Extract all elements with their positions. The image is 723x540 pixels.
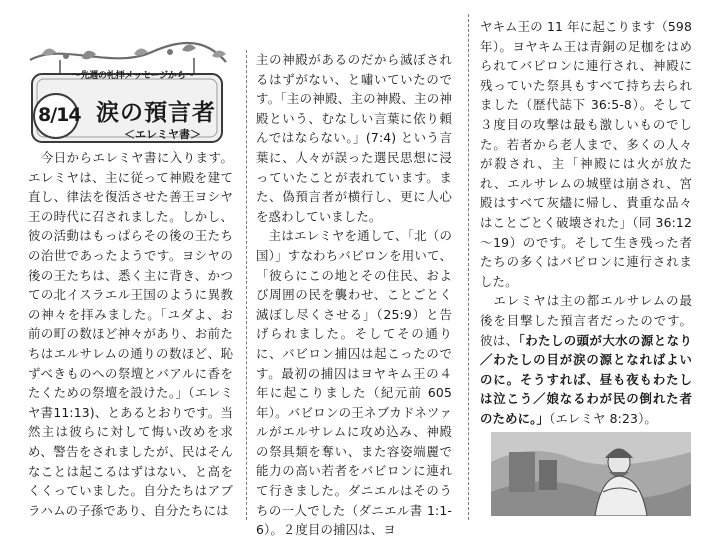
column-divider: [468, 14, 469, 520]
column-3-text: ヤキム王の 11 年に起こります（598 年）。ヨヤキム王は青銅の足枷をはめられてバビロンに連行され、神殿に残っていた祭具もすべて持ち去られました（歴代誌下 36:5-8）。そして３度目の攻撃は最も激しいものでした。若者から老人まで、多くの人々が殺され、主「神殿には火が放たれ、エルサレムの城壁は崩され、宮殿はすべて灰燼に帰し、貴重な品々はことごとく破壊された」（同 36:12～19）のです。そして生き残った者たちの多くはバビロンに連行されました。 エレミヤは主の都エルサレムの最後を目撃した預言者だったのです。彼は、: [480, 19, 692, 348]
heading-subtitle: 〜先週の礼拝メッセージから〜: [71, 71, 195, 81]
text-column-1: 今日からエレミヤ書に入ります。エレミヤは、主に従って神殿を建て直し、律法を復活させた善王ヨシヤ王の時代に召されました。しかし、彼の活動はもっぱらその後の王たちの治世であったようです。ヨシヤの後の王たちは、悉く主に背き、かつての北イスラエル王国のように異教の神々を拝みました。「ユダよ、お前の町の数ほど神々があり、お前たちはエルサレムの通りの数ほど、恥ずべきものへの祭壇とバアルに香をたくための祭壇を設けた。」（エレミヤ書11:13)、とあるとおりです。当然主は彼らに対して悔い改めを求め、警告をされましたが、民はそんなことは起こるはずはない、と高をくくっていました。自分たちはアブラハムの子孫であり、自分たちには: [28, 150, 233, 518]
date-label: 8/14: [38, 104, 81, 126]
page-title: 涙の預言者: [96, 100, 216, 126]
column-divider: [246, 50, 247, 520]
text-column-2: 主の神殿があるのだから滅ぼされるはずがない、と嘯いていたのです。「主の神殿、主の神殿、主の神殿という、むなしい言葉に依り頼んではならない。」(7:4) という言葉に、人々が誤った選民思想に浸っていたことが表れています。また、偽預言者が横行し、更に人心を惑わしていました。 主はエレミヤを通して、「北（の国）」すなわちバビロンを用いて、「彼らにこの地とその住民、および周囲の民を襲わせ、ことごとく滅ぼし尽くさせる」（25:9）と告げられました。そしてその通りに、バビロン捕囚は起こったのです。最初の捕囚はヨヤキム王の４年に起こりました（紀元前 605 年）。バビロンの王ネブカドネツァルがエルサレムに攻め込み、神殿の祭具類を奪い、また容姿端麗で能力の高い若者をバビロンに連れて行きました。ダニエルはそのうちの一人でした（ダニエル書 1:1-6）。２度目の捕囚は、ヨ: [256, 52, 452, 538]
scripture-reference: （エレミヤ 8:23）。: [549, 410, 657, 426]
illustration-weeping-prophet: [491, 432, 691, 516]
text-column-3: [480, 17, 692, 428]
scripture-quote: 「わたしの頭が大水の源となり／わたしの目が涙の源となればよいのに。そうすれば、昼も夜もわたしは泣こう／娘なるわが民の倒れた者のために。」: [480, 332, 692, 426]
book-label: ＜エレミヤ書＞: [124, 128, 201, 141]
